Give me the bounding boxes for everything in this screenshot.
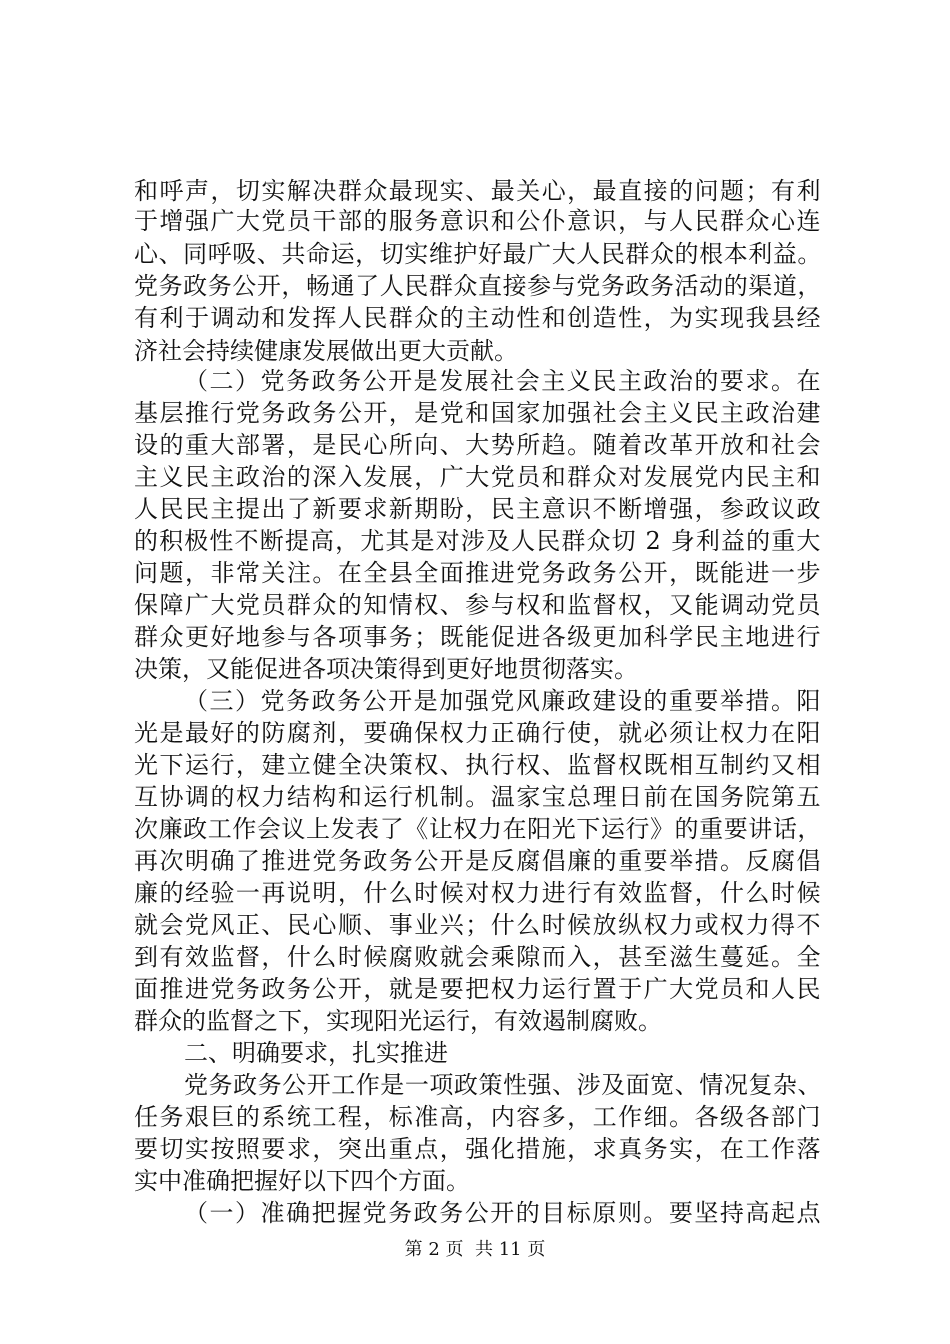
text-line: 济社会持续健康发展做出更大贡献。 xyxy=(134,337,518,365)
text-line: （二）党务政务公开是发展社会主义民主政治的要求。在 xyxy=(184,367,822,395)
text-line: 决策，又能促进各项决策得到更好地贯彻落实。 xyxy=(134,655,638,683)
text-line: 到有效监督，什么时候腐败就会乘隙而入，甚至滋生蔓延。全 xyxy=(134,943,822,971)
page-footer: 第 2 页 共 11 页 xyxy=(404,1239,546,1260)
text-line: 光是最好的防腐剂，要确保权力正确行使，就必须让权力在阳 xyxy=(134,719,822,747)
text-line: 于增强广大党员干部的服务意识和公仆意识，与人民群众心连 xyxy=(134,207,822,235)
text-line: 设的重大部署，是民心所向、大势所趋。随着改革开放和社会 xyxy=(134,431,822,459)
text-line: 光下运行，建立健全决策权、执行权、监督权既相互制约又相 xyxy=(134,751,822,779)
text-line: （一）准确把握党务政务公开的目标原则。要坚持高起点 xyxy=(184,1199,822,1227)
text-line: 心、同呼吸、共命运，切实维护好最广大人民群众的根本利益。 xyxy=(134,240,822,268)
text-line: 互协调的权力结构和运行机制。温家宝总理日前在国务院第五 xyxy=(134,783,822,811)
text-line: 就会党风正、民心顺、事业兴；什么时候放纵权力或权力得不 xyxy=(134,911,822,939)
text-line: 再次明确了推进党务政务公开是反腐倡廉的重要举措。反腐倡 xyxy=(134,847,822,875)
text-line: 群众更好地参与各项事务；既能促进各级更加科学民主地进行 xyxy=(134,623,822,651)
text-line: 主义民主政治的深入发展，广大党员和群众对发展党内民主和 xyxy=(134,463,822,491)
text-line: 二、明确要求，扎实推进 xyxy=(184,1039,448,1067)
text-line: 党务政务公开工作是一项政策性强、涉及面宽、情况复杂、 xyxy=(184,1071,822,1099)
text-line: 次廉政工作会议上发表了《让权力在阳光下运行》的重要讲话， xyxy=(134,815,822,843)
text-line: 群众的监督之下，实现阳光运行，有效遏制腐败。 xyxy=(134,1007,662,1035)
text-line: 基层推行党务政务公开，是党和国家加强社会主义民主政治建 xyxy=(134,399,822,427)
text-line: 任务艰巨的系统工程，标准高，内容多，工作细。各级各部门 xyxy=(134,1103,822,1131)
text-line: 要切实按照要求，突出重点，强化措施，求真务实，在工作落 xyxy=(134,1135,822,1163)
text-line: 人民民主提出了新要求新期盼，民主意识不断增强，参政议政 xyxy=(134,495,822,523)
text-line: 的积极性不断提高，尤其是对涉及人民群众切 2 身利益的重大 xyxy=(134,527,822,555)
text-line: 面推进党务政务公开，就是要把权力运行置于广大党员和人民 xyxy=(134,975,822,1003)
text-line: （三）党务政务公开是加强党风廉政建设的重要举措。阳 xyxy=(184,687,822,715)
text-line: 保障广大党员群众的知情权、参与权和监督权，又能调动党员 xyxy=(134,591,822,619)
text-line: 问题，非常关注。在全县全面推进党务政务公开，既能进一步 xyxy=(134,559,822,587)
text-line: 有利于调动和发挥人民群众的主动性和创造性，为实现我县经 xyxy=(134,304,822,332)
text-line: 党务政务公开，畅通了人民群众直接参与党务政务活动的渠道， xyxy=(134,272,822,300)
text-line: 实中准确把握好以下四个方面。 xyxy=(134,1167,470,1195)
text-line: 和呼声，切实解决群众最现实、最关心，最直接的问题；有利 xyxy=(134,177,822,205)
text-line: 廉的经验一再说明，什么时候对权力进行有效监督，什么时候 xyxy=(134,879,822,907)
